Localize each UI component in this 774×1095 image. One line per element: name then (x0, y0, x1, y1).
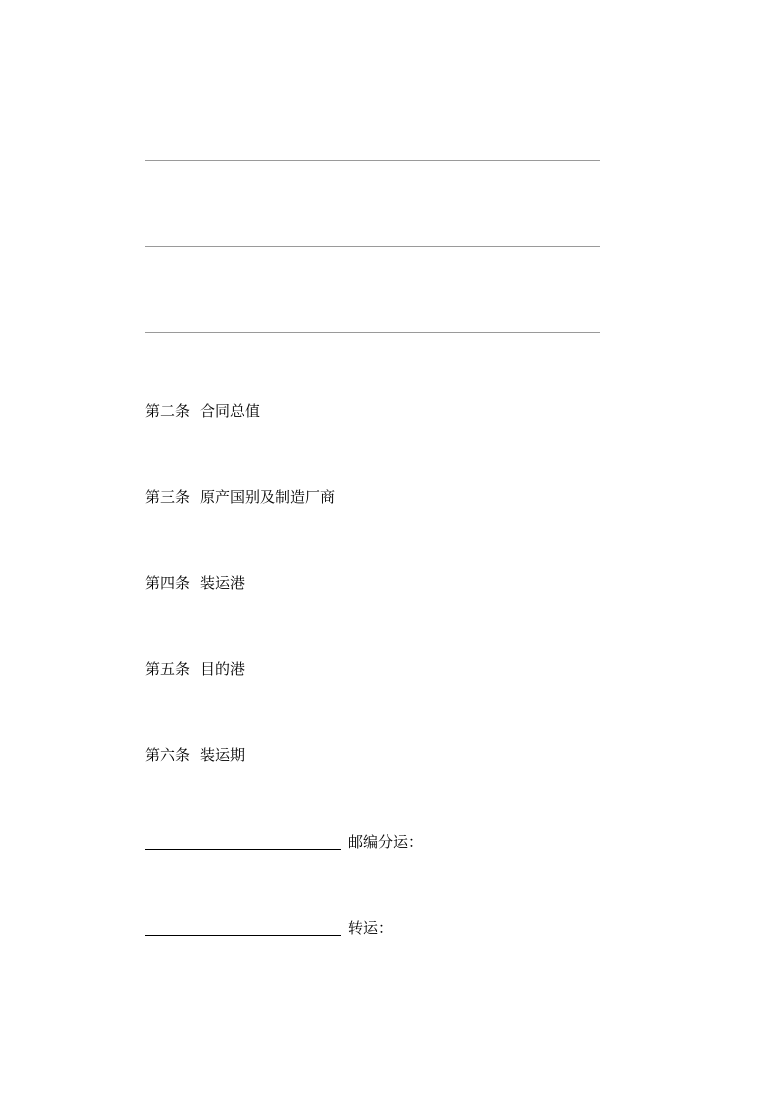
article-number: 第五条 (145, 660, 191, 678)
blank-rule-2 (145, 246, 600, 247)
blank-rule-1 (145, 160, 600, 161)
article-title: 装运港 (200, 574, 246, 592)
article-5 (145, 659, 245, 679)
article-title: 装运期 (200, 746, 246, 764)
field-label-partial-shipment: 邮编分运： (348, 833, 424, 851)
article-title: 合同总值 (200, 402, 261, 420)
article-title: 目的港 (200, 660, 246, 678)
blank-rule-3 (145, 332, 600, 333)
article-3 (145, 487, 335, 507)
article-2 (145, 401, 260, 421)
article-title: 原产国别及制造厂商 (200, 488, 336, 506)
article-6 (145, 745, 245, 765)
article-number: 第六条 (145, 746, 191, 764)
fill-in-blank-2 (145, 935, 341, 936)
article-number: 第四条 (145, 574, 191, 592)
article-number: 第二条 (145, 402, 191, 420)
fill-in-blank-1 (145, 849, 341, 850)
field-label-transshipment: 转运： (348, 919, 394, 937)
article-number: 第三条 (145, 488, 191, 506)
article-4 (145, 573, 245, 593)
